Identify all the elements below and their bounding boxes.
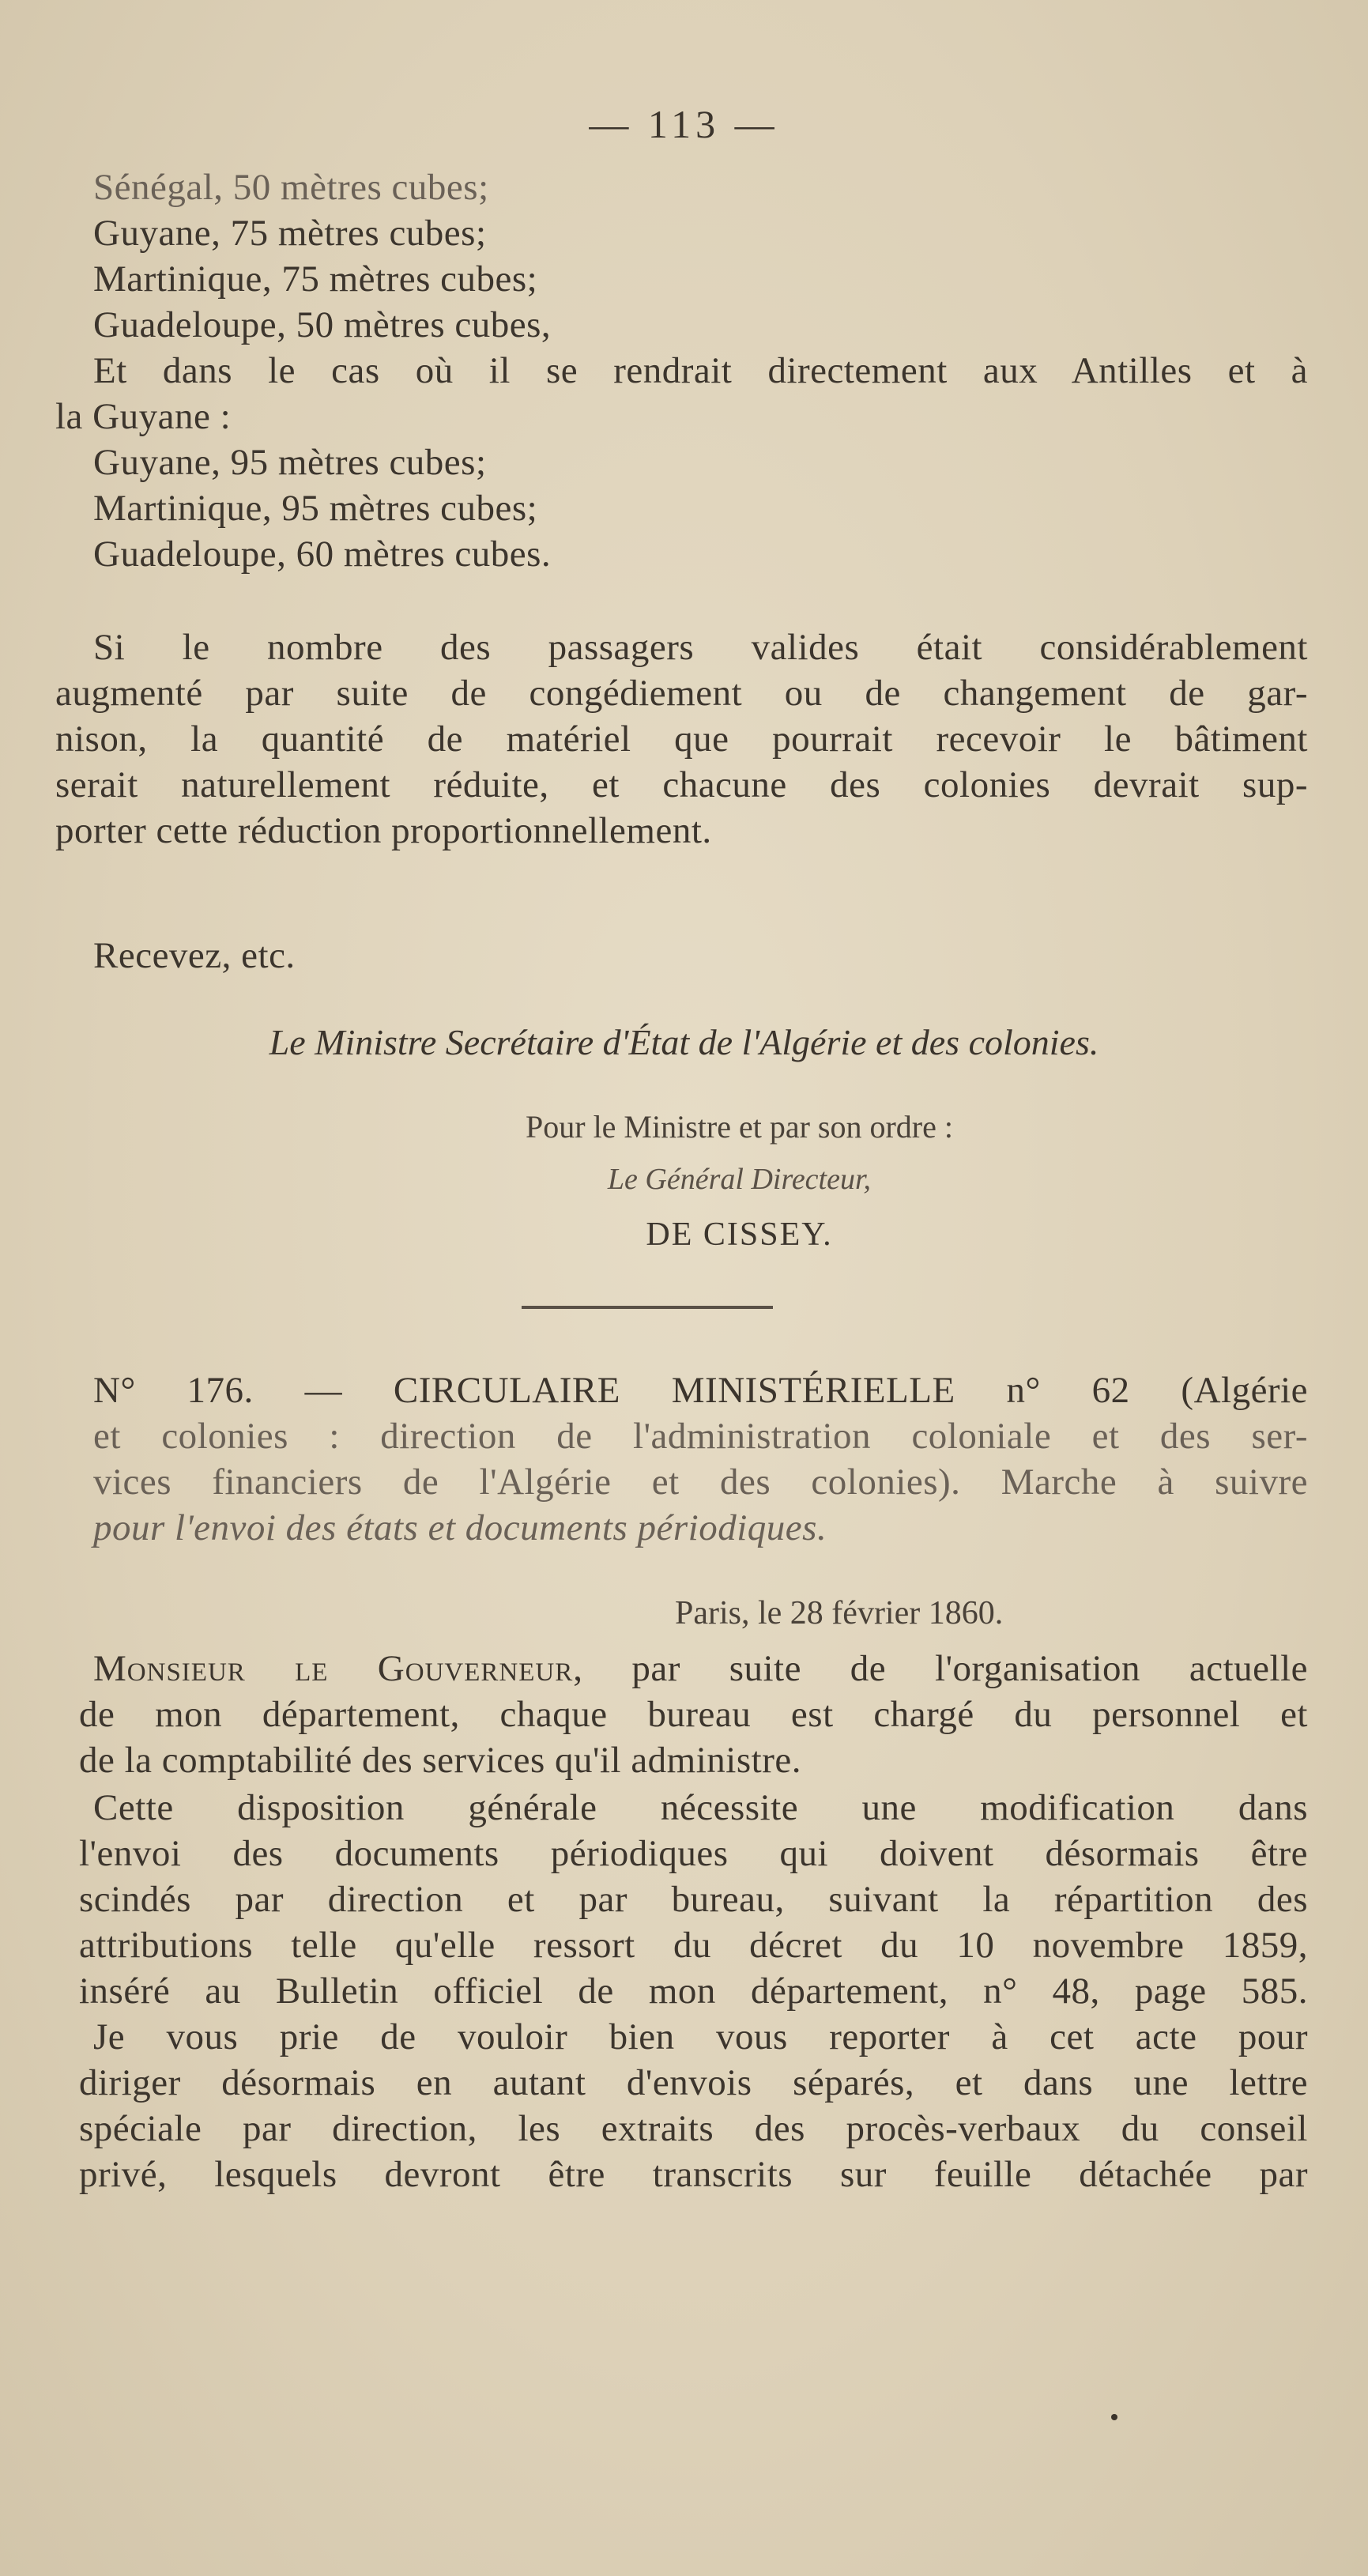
text-line: de la comptabilité des services qu'il administre. [79,1740,801,1781]
text-line: N° 176. — CIRCULAIRE MINISTÉRIELLE n° 62 (Algérie [93,1370,1308,1411]
text-line: serait naturellement réduite, et chacune des colonies devrait sup- [55,764,1308,805]
text-line: augmenté par suite de congédiement ou de changement de gar- [55,673,1308,714]
quantities-list-1 [55,164,1308,348]
page-number: — 113 — [589,102,779,146]
body-paragraph-2 [55,1785,1308,2014]
text-line [55,1646,1308,1692]
salutation-rest: , par suite de l'organisation actuelle [573,1648,1308,1689]
signature-role: Le Général Directeur, [607,1163,872,1196]
text-line: Guyane, 75 mètres cubes; [93,213,487,254]
text-line: Sénégal, 50 mètres cubes; [93,167,489,208]
passengers-paragraph [55,624,1308,854]
salutation: Monsieur le Gouverneur [93,1648,574,1689]
text-line: la Guyane : [55,396,232,437]
body-paragraph-1 [55,1646,1308,1783]
text-line: privé, lesquels devront être transcrits sur feuille détachée par [79,2154,1308,2195]
text-line: Cette disposition générale nécessite une modification dans [93,1787,1308,1828]
quantities-list-2 [55,439,1308,577]
text-line: Martinique, 95 mètres cubes; [93,488,538,529]
text-line: Je vous prie de vouloir bien vous reporter à cet acte pour [93,2016,1308,2057]
antilles-paragraph [55,348,1308,439]
text-line: scindés par direction et par bureau, suivant la répartition des [79,1879,1308,1920]
text-line: Si le nombre des passagers valides était considérablement [93,627,1308,668]
text-line: Guadeloupe, 60 mètres cubes. [93,534,552,575]
signature-title: Le Ministre Secrétaire d'État de l'Algérie et des colonies. [269,1022,1099,1062]
signature-name: DE CISSEY. [646,1216,833,1253]
text-line: attributions telle qu'elle ressort du décret du 10 novembre 1859, [79,1925,1308,1966]
text-line: spéciale par direction, les extraits des procès-verbaux du conseil [79,2108,1308,2149]
ink-speck [1111,2414,1117,2420]
text-line: diriger désormais en autant d'envois séparés, et dans une lettre [79,2062,1308,2103]
signature-for-order: Pour le Ministre et par son ordre : [526,1109,953,1145]
text-line: Et dans le cas où il se rendrait directement aux Antilles et à [93,350,1308,391]
text-line: pour l'envoi des états et documents périodiques. [93,1507,827,1548]
text-line: Guyane, 95 mètres cubes; [93,442,487,483]
text-line: Recevez, etc. [93,935,296,976]
text-line: inséré au Bulletin officiel de mon département, n° 48, page 585. [79,1971,1308,2012]
section-divider [522,1306,773,1309]
closing-formula [55,933,1308,979]
text-line: de mon département, chaque bureau est chargé du personnel et [79,1694,1308,1735]
text-line: Martinique, 75 mètres cubes; [93,258,538,300]
text-line: porter cette réduction proportionnellement. [55,810,712,851]
text-line: l'envoi des documents périodiques qui doivent désormais être [79,1833,1308,1874]
body-paragraph-3 [55,2014,1308,2197]
circular-heading [55,1367,1308,1551]
text-line: et colonies : direction de l'administration coloniale et des ser- [93,1416,1308,1457]
circular-date: Paris, le 28 février 1860. [675,1595,1004,1631]
text-line: nison, la quantité de matériel que pourrait recevoir le bâtiment [55,718,1308,760]
text-line: vices financiers de l'Algérie et des colonies). Marche à suivre [93,1461,1308,1503]
text-line: Guadeloupe, 50 mètres cubes, [93,304,552,345]
